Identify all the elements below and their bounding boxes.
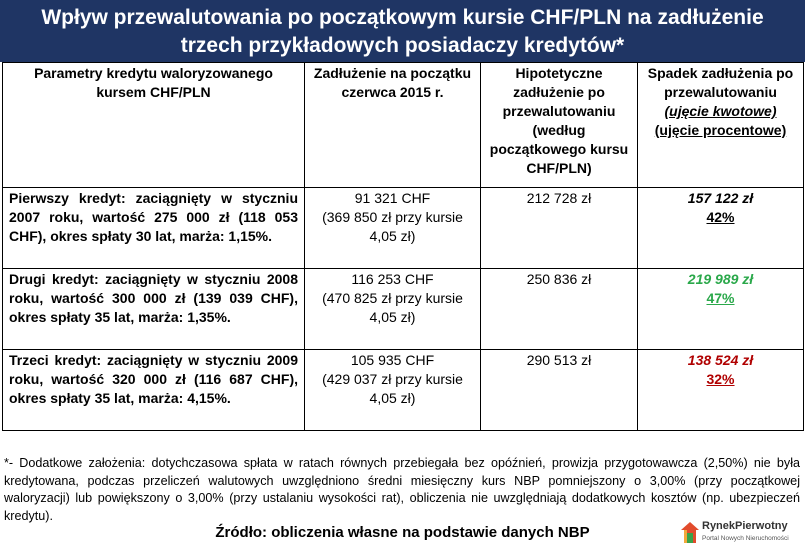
- rynek-pierwotny-logo: [680, 518, 802, 548]
- row-drop-percent: 32%: [706, 371, 735, 387]
- logo-subtitle: Portal Nowych Nieruchomości: [702, 535, 789, 542]
- header-debt: Zadłużenie na początku czerwca 2015 r.: [305, 63, 481, 188]
- header-drop: [638, 63, 804, 188]
- row-params: Drugi kredyt: zaciągnięty w styczniu 2008 roku, wartość 300 000 zł (139 039 CHF), okres spłaty 35 lat, marża: 1,35%.: [3, 269, 305, 350]
- credit-comparison-table: [2, 62, 804, 431]
- row-hypothetical: 290 513 zł: [481, 350, 638, 431]
- row-debt-chf: 105 935 CHF: [350, 352, 435, 368]
- row-drop-percent: 42%: [706, 209, 735, 225]
- row-params: Pierwszy kredyt: zaciągnięty w styczniu 2007 roku, wartość 275 000 zł (118 053 CHF), okres spłaty 30 lat, marża: 1,15%.: [3, 188, 305, 269]
- title-line-2: trzech przykładowych posiadaczy kredytów*: [180, 34, 625, 57]
- row-debt-chf: 91 321 CHF: [354, 190, 431, 206]
- header-hypothetical: Hipotetyczne zadłużenie po przewalutowaniu (według początkowego kursu CHF/PLN): [481, 63, 638, 188]
- table-row: [3, 350, 804, 431]
- header-drop-amount: (ujęcie kwotowe): [664, 103, 777, 119]
- table-row: [3, 269, 804, 350]
- row-hypothetical: 212 728 zł: [481, 188, 638, 269]
- house-logo-icon: [680, 521, 700, 545]
- source-note: Źródło: obliczenia własne na podstawie danych NBP: [215, 524, 590, 541]
- row-drop: [638, 188, 804, 269]
- header-params: Parametry kredytu waloryzowanego kursem CHF/PLN: [3, 63, 305, 188]
- row-debt-chf: 116 253 CHF: [351, 271, 434, 287]
- row-drop: [638, 269, 804, 350]
- row-debt-pln: (470 825 zł przy kursie 4,05 zł): [322, 290, 463, 325]
- row-debt: [305, 350, 481, 431]
- row-drop-amount: 157 122 zł: [687, 190, 754, 206]
- table-header-row: [3, 63, 804, 188]
- row-drop-amount: 138 524 zł: [687, 352, 754, 368]
- row-debt: [305, 269, 481, 350]
- header-drop-main: Spadek zadłużenia po przewalutowaniu: [647, 65, 794, 100]
- row-drop: [638, 350, 804, 431]
- row-debt-pln: (369 850 zł przy kursie 4,05 zł): [322, 209, 463, 244]
- header-drop-percent: (ujęcie procentowe): [654, 122, 787, 138]
- page-title: [0, 0, 805, 62]
- footnote: *- Dodatkowe założenia: dotychczasowa spłata w ratach równych przebiegała bez opóźnień, prowizja przygotowawcza (2,50%) nie była kredytowana, podczas przeliczeń walutowych uwzględniono średni miesięczny kurs NBP pomniejszony o 3,00% (przy początkowej waloryzacji) lub powiększony o 3,00% (przy ustalaniu wysokości rat), obliczenia nie uwzględniają dodatkowych kosztów (np. ubezpieczeń kredytu).: [4, 456, 800, 523]
- row-hypothetical: 250 836 zł: [481, 269, 638, 350]
- table-row: [3, 188, 804, 269]
- row-params: Trzeci kredyt: zaciągnięty w styczniu 2009 roku, wartość 320 000 zł (116 687 CHF), okres spłaty 35 lat, marża: 4,15%.: [3, 350, 305, 431]
- row-debt: [305, 188, 481, 269]
- logo-name: RynekPierwotny: [702, 520, 788, 532]
- title-line-1: Wpływ przewalutowania po początkowym kursie CHF/PLN na zadłużenie: [41, 6, 764, 29]
- row-debt-pln: (429 037 zł przy kursie 4,05 zł): [322, 371, 463, 406]
- row-drop-percent: 47%: [706, 290, 735, 306]
- row-drop-amount: 219 989 zł: [687, 271, 754, 287]
